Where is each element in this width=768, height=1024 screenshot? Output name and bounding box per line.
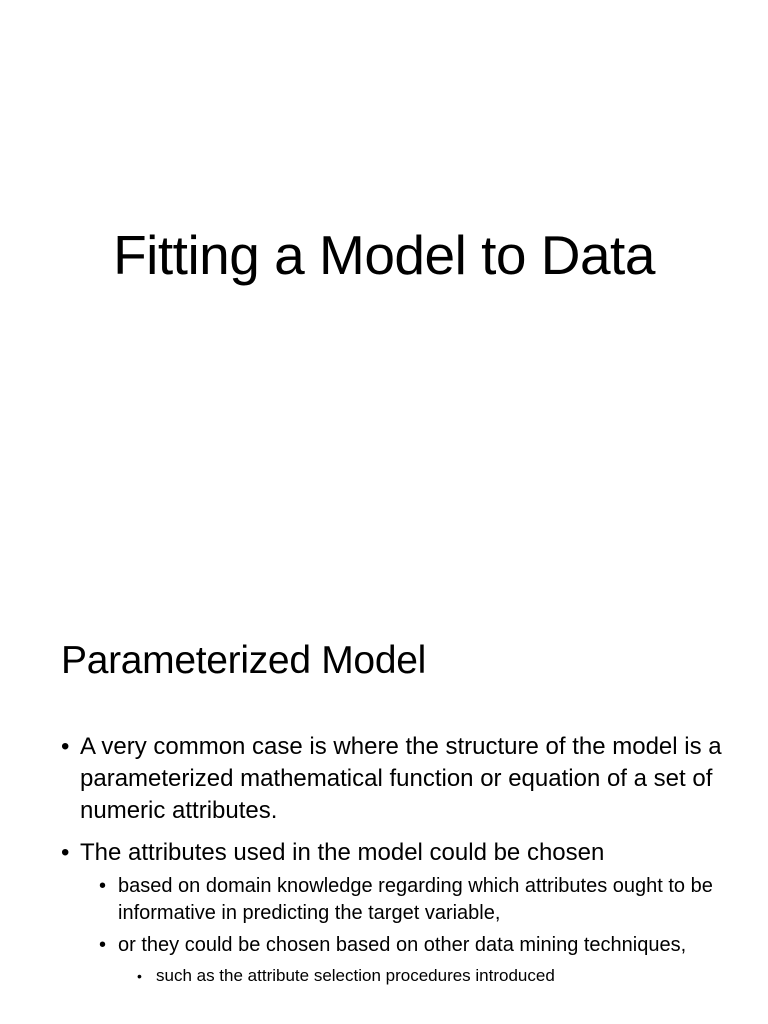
slide-title: Parameterized Model xyxy=(61,639,426,682)
sub-sub-bullet-item: • such as the attribute selection procedures introduced xyxy=(137,964,741,988)
bullet-list xyxy=(61,731,741,988)
sub-bullet-item: • or they could be chosen based on other data mining techniques, xyxy=(99,932,741,959)
content-slide xyxy=(0,576,768,1024)
bullet-item: • The attributes used in the model could be chosen xyxy=(61,837,741,869)
bullet-item: • A very common case is where the structure of the model is a parameterized mathematical function or equation of a set of numeric attributes. xyxy=(61,731,741,827)
slide-title-main: Fitting a Model to Data xyxy=(113,224,655,286)
sub-bullet-item: • based on domain knowledge regarding which attributes ought to be informative in predicting the target variable, xyxy=(99,873,741,927)
